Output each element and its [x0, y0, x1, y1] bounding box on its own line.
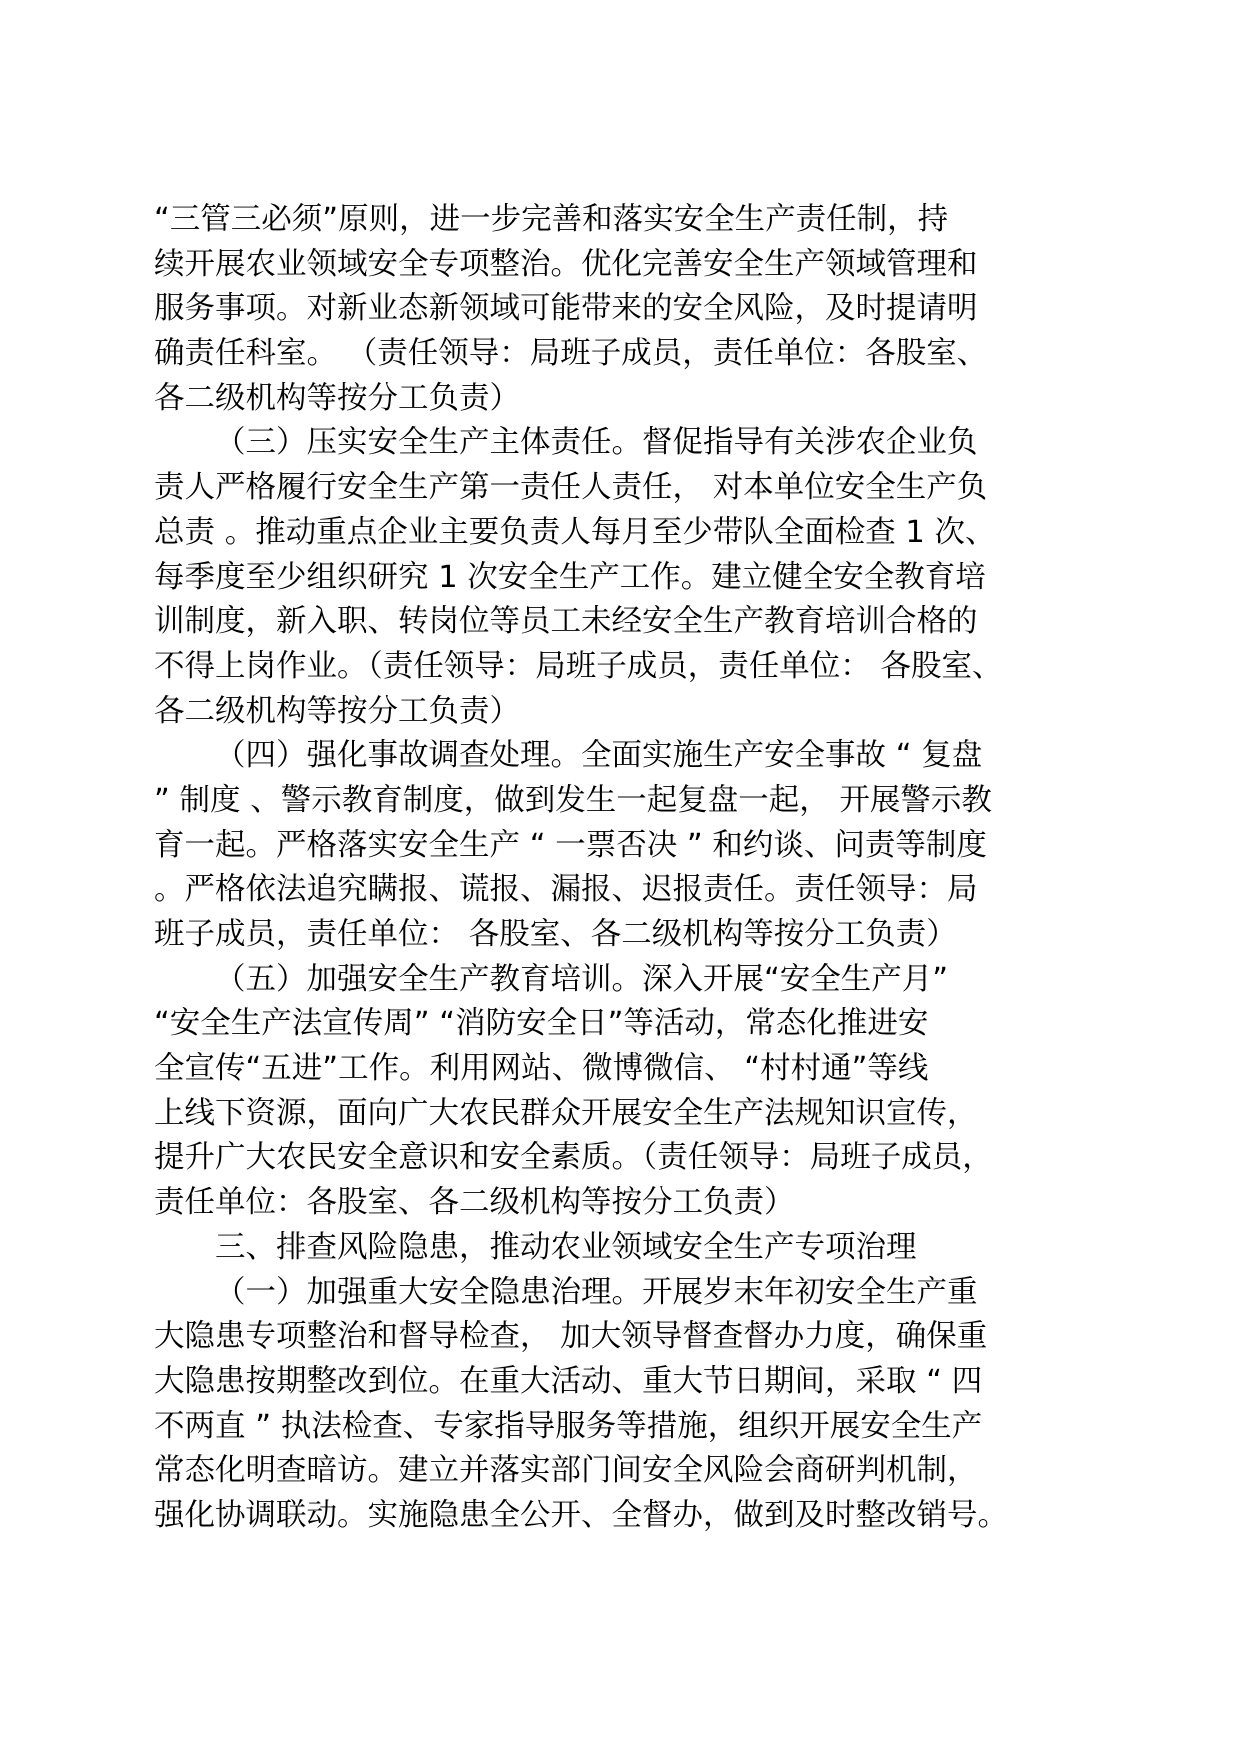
text-line: 上线下资源，面向广大农民群众开展安全生产法规知识宣传，	[154, 1095, 978, 1131]
text-line: （三）压实安全生产主体责任。督促指导有关涉农企业负	[215, 425, 978, 461]
text-line: 训制度，新入职、转岗位等员工未经安全生产教育培训合格的	[154, 604, 978, 640]
text-line: 育一起。严格落实安全生产 “ 一票否决 ” 和约谈、问责等制度	[154, 827, 987, 863]
text-line: 大隐患按期整改到位。在重大活动、重大节日期间，采取 “ 四	[154, 1363, 983, 1399]
text-line: 三、排查风险隐患，推动农业领域安全生产专项治理	[215, 1229, 917, 1265]
text-line: 。严格依法追究瞒报、谎报、漏报、迟报责任。责任领导：局	[154, 872, 978, 908]
text-line: 总责 。推动重点企业主要负责人每月至少带队全面检查 1 次、	[154, 514, 996, 550]
text-line: “安全生产法宣传周” “消防安全日”等活动，常态化推进安	[154, 1006, 929, 1042]
text-line: （五）加强安全生产教育培训。深入开展“安全生产月”	[215, 961, 949, 997]
text-line: 大隐患专项整治和督导检查， 加大领导督查督办力度，确保重	[154, 1319, 988, 1355]
text-line: 服务事项。对新业态新领域可能带来的安全风险，及时提请明	[154, 291, 978, 327]
text-line: 班子成员，责任单位： 各股室、各二级机构等按分工负责）	[154, 917, 957, 952]
text-line: 不得上岗作业。（责任领导：局班子成员，责任单位： 各股室、	[154, 648, 1003, 684]
text-line: 责任单位：各股室、各二级机构等按分工负责）	[154, 1185, 795, 1221]
text-line: （四）强化事故调查处理。全面实施生产安全事故 “ 复盘	[215, 738, 983, 774]
text-line: 提升广大农民安全意识和安全素质。（责任领导：局班子成员，	[154, 1140, 993, 1176]
text-line: 各二级机构等按分工负责）	[154, 380, 520, 416]
document-body	[154, 198, 1089, 1539]
text-line: “三管三必须”原则，进一步完善和落实安全生产责任制，持	[154, 202, 949, 237]
text-line: 各二级机构等按分工负责）	[154, 693, 520, 729]
text-line: 续开展农业领域安全专项整治。优化完善安全生产领域管理和	[154, 246, 978, 282]
text-line: ” 制度 、警示教育制度，做到发生一起复盘一起， 开展警示教	[154, 782, 992, 818]
text-line: 确责任科室。 （责任领导：局班子成员，责任单位：各股室、	[154, 336, 988, 372]
text-line: 责人严格履行安全生产第一责任人责任， 对本单位安全生产负	[154, 470, 988, 506]
text-line: 全宣传“五进”工作。利用网站、微博微信、 “村村通”等线	[154, 1051, 929, 1087]
text-line: 强化协调联动。实施隐患全公开、全督办，做到及时整改销号。	[154, 1497, 1008, 1533]
text-line: 常态化明查暗访。建立并落实部门间安全风险会商研判机制，	[154, 1453, 978, 1489]
text-line: 每季度至少组织研究 1 次安全生产工作。建立健全安全教育培	[154, 559, 986, 595]
text-line: （一）加强重大安全隐患治理。开展岁末年初安全生产重	[215, 1274, 978, 1310]
text-line: 不两直 ” 执法检查、专家指导服务等措施，组织开展安全生产	[154, 1408, 983, 1444]
